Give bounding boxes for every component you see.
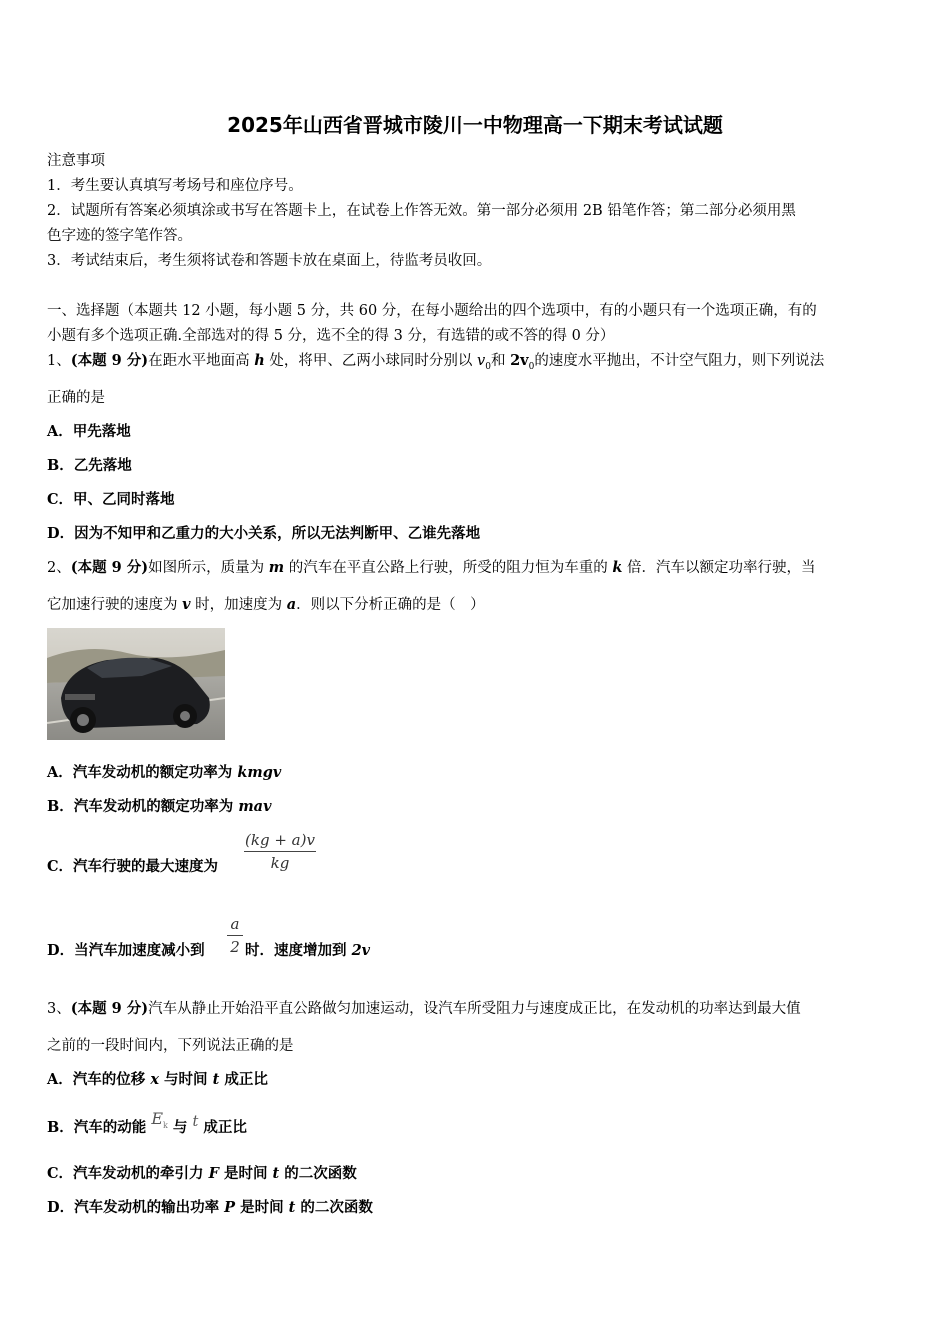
var-v0-sub: 0: [485, 361, 491, 372]
question-2-text-a: 如图所示，质量为: [148, 560, 269, 576]
section-header-line-2: 小题有多个选项正确.全部选对的得 5 分，选不全的得 3 分，有选错的或不答的得 0 分）: [47, 328, 615, 344]
var-v0: v: [477, 353, 486, 369]
question-1-score: (本题 9 分): [70, 352, 149, 369]
var-2v0-sub: 0: [528, 361, 535, 372]
question-2-text-c: 倍．汽车以额定功率行驶，当: [622, 560, 816, 576]
q2-option-d-expr: 2v: [351, 942, 371, 959]
page-title: 2025年山西省晋城市陵川一中物理高一下期末考试试题: [227, 113, 723, 137]
q3-option-a-t3: 成正比: [219, 1071, 268, 1088]
q2-option-d-tail: [245, 940, 370, 962]
q1-option-d: [47, 523, 480, 545]
q1-option-d-label: D．: [47, 525, 75, 542]
q3-option-b-t3: 成正比: [198, 1119, 247, 1136]
question-2-l2-c: ．则以下分析正确的是（ ）: [296, 597, 485, 613]
var-t: t: [272, 1165, 280, 1182]
var-t: t: [288, 1199, 296, 1216]
var-ek: E: [151, 1109, 164, 1128]
q1-option-d-text: 因为不知甲和乙重力的大小关系，所以无法判断甲、乙谁先落地: [74, 525, 481, 542]
var-t: t: [212, 1071, 220, 1088]
var-k: k: [612, 559, 623, 576]
q3-option-a-t1: 汽车的位移: [72, 1071, 151, 1088]
q2-option-d-label: D．: [47, 942, 75, 959]
fraction-bar: [244, 851, 316, 852]
q3-option-d-t2: 是时间: [235, 1199, 289, 1216]
q3-option-d-t1: 汽车发动机的输出功率: [74, 1199, 225, 1216]
q2-option-a: [47, 762, 281, 784]
q1-option-c-text: 甲、乙同时落地: [73, 491, 175, 508]
q2-option-c-numerator: (kg + a)v: [245, 831, 315, 849]
question-1-stem: [47, 350, 824, 378]
q1-option-a: [47, 421, 131, 443]
q1-option-a-label: A．: [47, 423, 73, 440]
notice-item-2: 2．试题所有答案必须填涂或书写在答题卡上，在试卷上作答无效。第一部分必须用 2B 铅笔作答；第二部分必须用黑: [47, 203, 796, 219]
q2-option-c-fraction: [244, 830, 316, 873]
var-F: F: [208, 1165, 219, 1182]
q3-option-d-t3: 的二次函数: [295, 1199, 373, 1216]
var-x: x: [150, 1071, 159, 1088]
var-h: h: [254, 352, 265, 369]
question-1-number: 1、: [47, 353, 71, 369]
question-2-score: (本题 9 分): [70, 559, 149, 576]
question-3-number: 3、: [47, 1001, 71, 1017]
notice-item-2-cont: 色字迹的签字笔作答。: [47, 228, 192, 244]
q3-option-d: [47, 1197, 373, 1219]
q2-option-c-denominator: kg: [270, 854, 290, 872]
q3-option-a: [47, 1069, 268, 1091]
fraction-bar: [227, 935, 243, 936]
var-a: a: [286, 596, 297, 613]
q2-option-b-text: 汽车发动机的额定功率为: [73, 798, 239, 815]
q2-option-a-text: 汽车发动机的额定功率为: [72, 764, 238, 781]
q2-option-c: [47, 856, 218, 878]
q2-option-d-numerator: a: [230, 915, 240, 933]
q1-option-b: [47, 455, 132, 477]
q3-option-d-label: D．: [47, 1199, 75, 1216]
q2-option-b: [47, 796, 272, 818]
q1-option-c: [47, 489, 175, 511]
var-ek-sub: k: [163, 1120, 168, 1130]
question-3-score: (本题 9 分): [70, 1000, 149, 1017]
q3-option-a-label: A．: [47, 1071, 73, 1088]
q2-option-a-label: A．: [47, 764, 73, 781]
q3-option-c-label: C．: [47, 1165, 74, 1182]
question-1-text-c: 和: [490, 353, 511, 369]
q1-option-c-label: C．: [47, 491, 74, 508]
question-3-stem-line-2: 之前的一段时间内，下列说法正确的是: [47, 1038, 294, 1054]
question-1-text-b: 处，将甲、乙两小球同时分别以: [264, 353, 478, 369]
q2-option-b-label: B．: [47, 798, 74, 815]
q1-option-b-label: B．: [47, 457, 74, 474]
q3-option-c-t1: 汽车发动机的牵引力: [73, 1165, 209, 1182]
question-2-l2-a: 它加速行驶的速度为: [47, 597, 183, 613]
question-2-stem: [47, 557, 815, 579]
notice-item-3: 3．考试结束后，考生须将试卷和答题卡放在桌面上，待监考员收回。: [47, 253, 492, 269]
question-1-stem-line-2: 正确的是: [47, 390, 105, 406]
q2-option-a-expr: kmgv: [237, 764, 282, 781]
question-1-text-d: 的速度水平抛出，不计空气阻力，则下列说法: [534, 353, 825, 369]
var-v: v: [182, 596, 191, 613]
q2-option-c-text: 汽车行驶的最大速度为: [73, 858, 219, 875]
question-3-stem: [47, 998, 801, 1020]
var-P: P: [224, 1199, 236, 1216]
q3-option-c-t2: 是时间: [218, 1165, 273, 1182]
question-2-stem-line-2: [47, 594, 485, 616]
question-3-text-a: 汽车从静止开始沿平直公路做匀加速运动，设汽车所受阻力与速度成正比，在发动机的功率达到最大值: [148, 1001, 801, 1017]
q2-option-d-text-a: 当汽车加速度减小到: [74, 942, 205, 959]
question-2-number: 2、: [47, 560, 71, 576]
question-2-text-b: 的汽车在平直公路上行驶，所受的阻力恒为车重的: [284, 560, 613, 576]
q2-option-d: [47, 940, 205, 962]
q2-option-c-label: C．: [47, 858, 74, 875]
q3-option-b-t1: 汽车的动能: [73, 1119, 152, 1136]
q3-option-b: [47, 1109, 247, 1145]
notice-item-1: 1．考生要认真填写考场号和座位序号。: [47, 178, 303, 194]
section-header-line-1: 一、选择题（本题共 12 小题，每小题 5 分，共 60 分，在每小题给出的四个选项中，有的小题只有一个选项正确，有的: [47, 303, 817, 319]
q2-option-d-text-b: 时．速度增加到: [245, 942, 352, 959]
q3-option-b-t2: 与: [167, 1119, 193, 1136]
q1-option-a-text: 甲先落地: [72, 423, 131, 440]
car-photo: [47, 628, 225, 740]
q2-option-d-fraction: [227, 914, 243, 957]
question-1-text-a: 在距水平地面高: [148, 353, 255, 369]
var-m: m: [268, 559, 285, 576]
var-2v0: 2v: [510, 352, 529, 369]
q2-option-b-expr: mav: [238, 798, 272, 815]
q1-option-b-text: 乙先落地: [73, 457, 132, 474]
q3-option-c: [47, 1163, 357, 1185]
q3-option-b-label: B．: [47, 1119, 74, 1136]
notice-heading: 注意事项: [47, 153, 105, 169]
var-t: t: [192, 1114, 199, 1130]
q3-option-c-t3: 的二次函数: [279, 1165, 357, 1182]
q2-option-d-denominator: 2: [230, 938, 240, 956]
q3-option-a-t2: 与时间: [158, 1071, 213, 1088]
question-2-l2-b: 时，加速度为: [190, 597, 287, 613]
